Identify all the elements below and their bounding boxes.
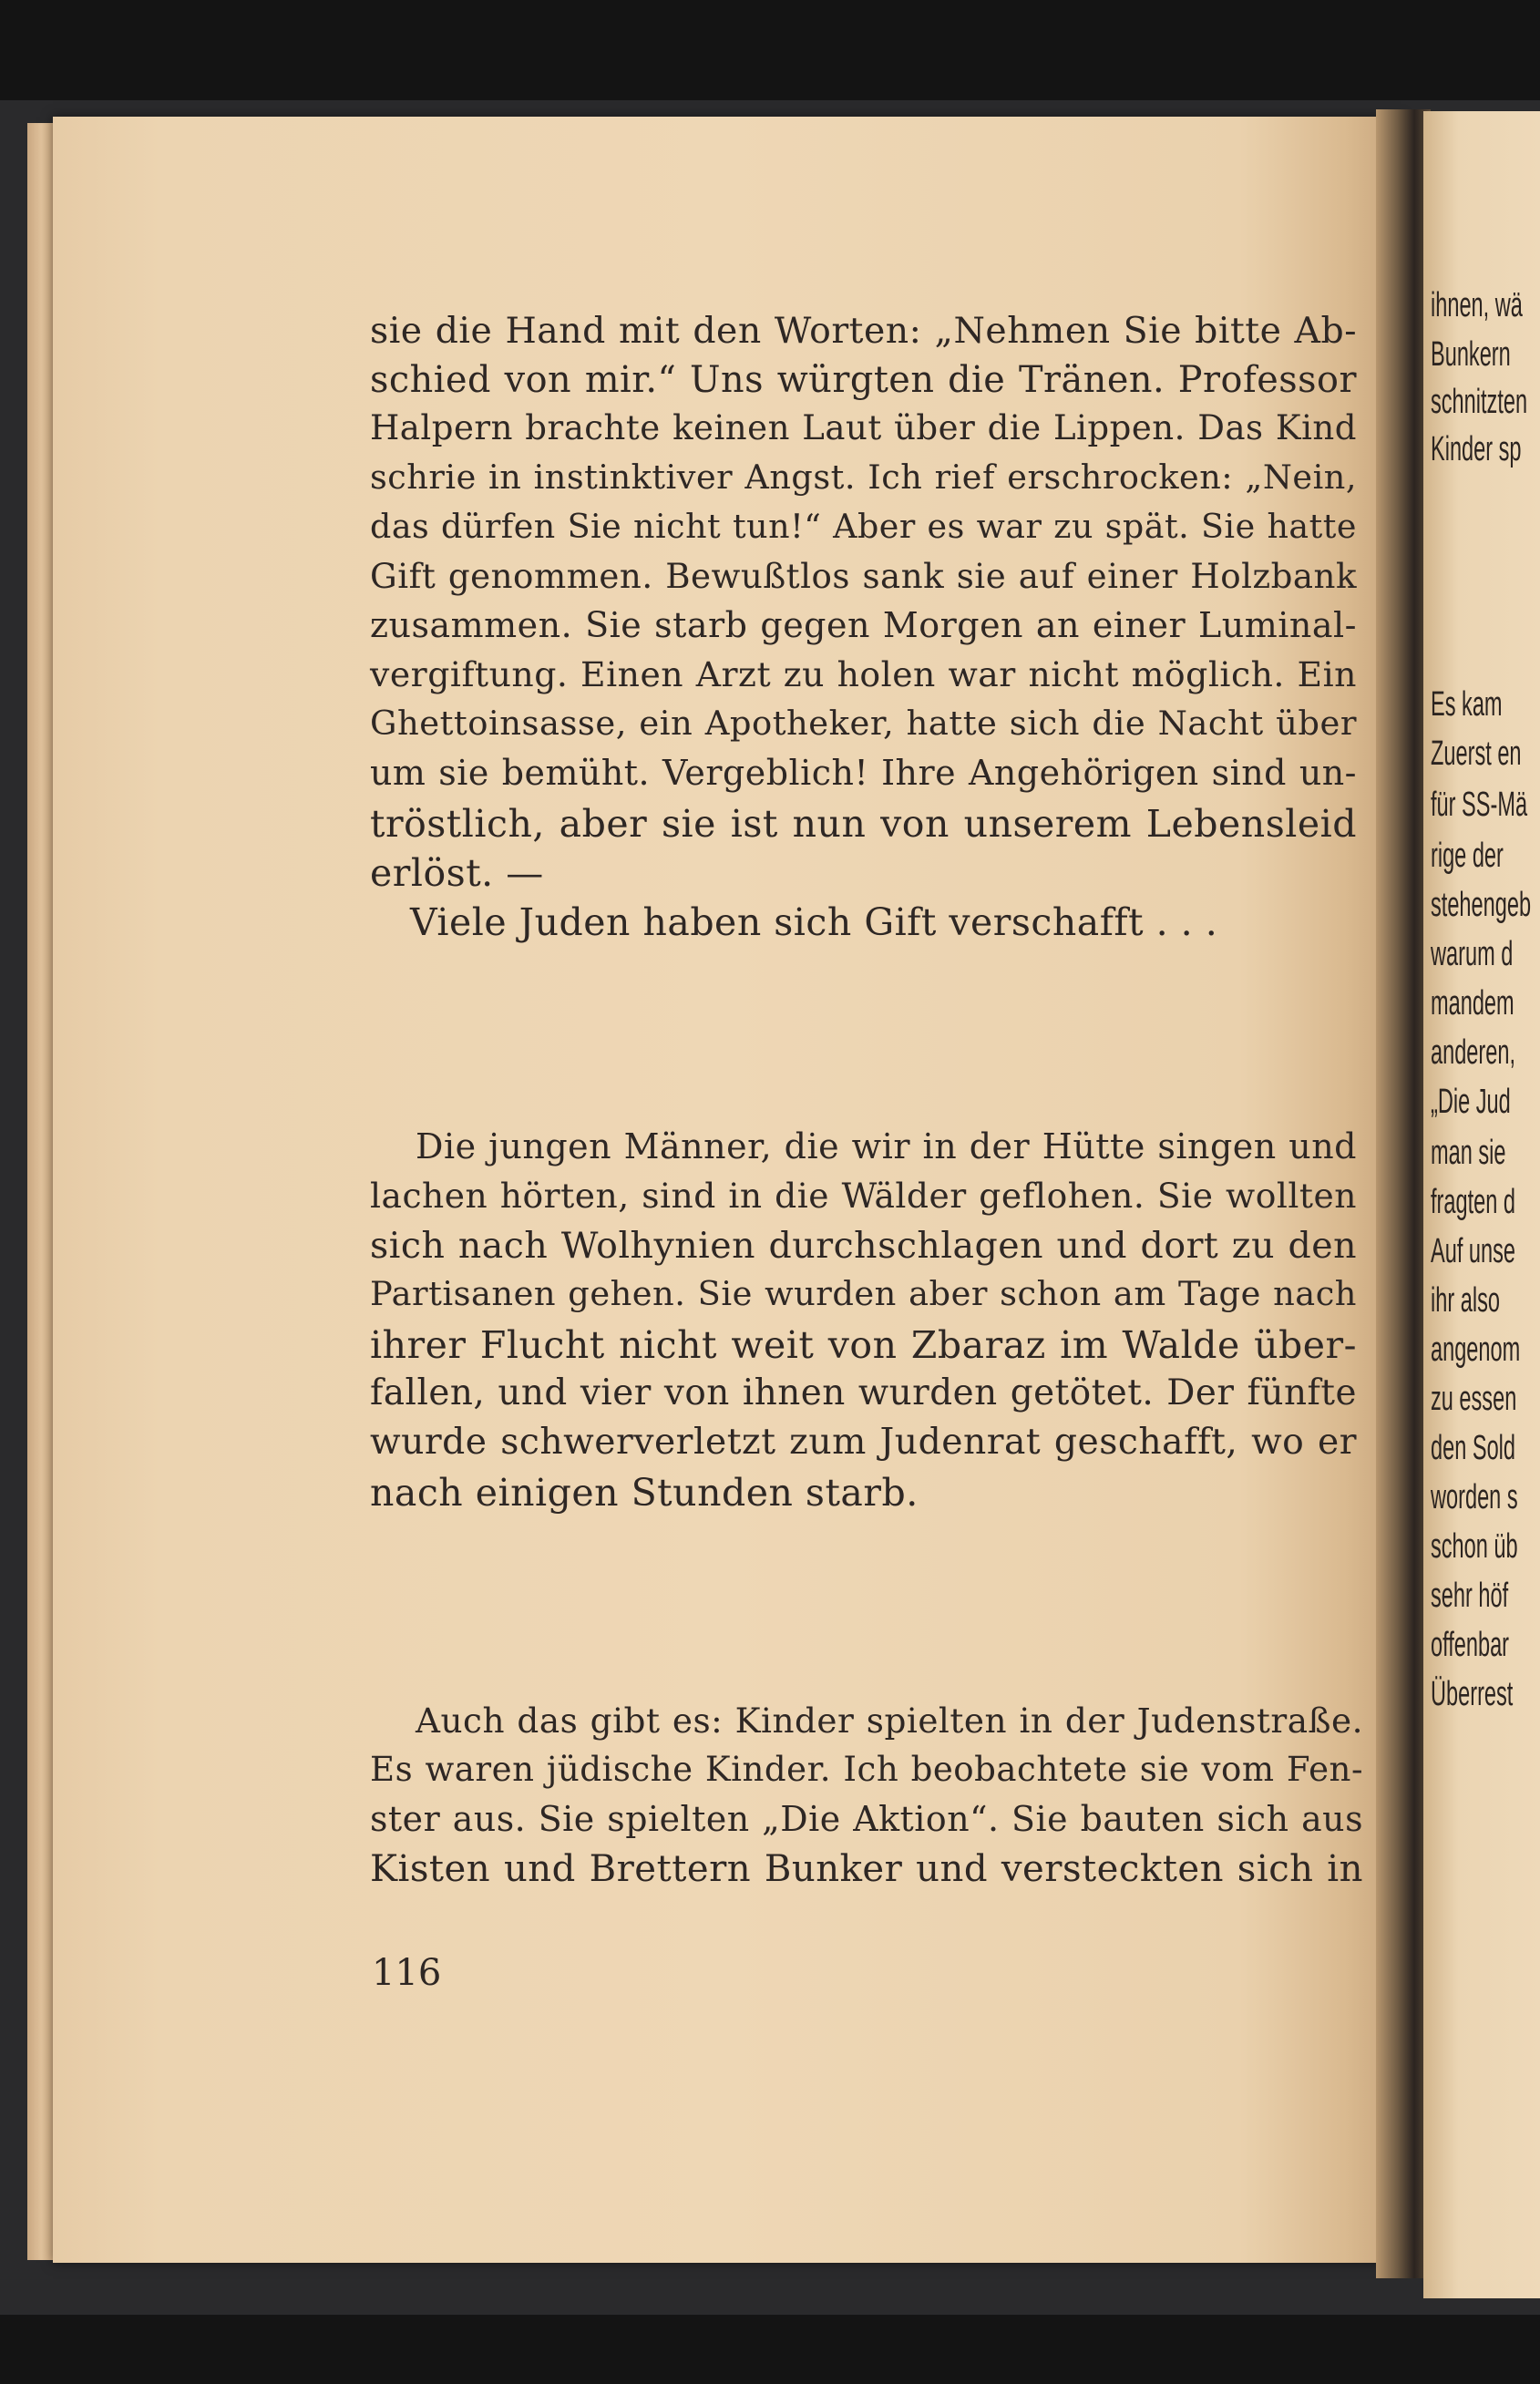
- facing-line: offenbar: [1431, 1626, 1510, 1664]
- text-line: ihrer Flucht nicht weit von Zbaraz im Walde über-: [370, 1323, 1357, 1367]
- text-line: Viele Juden haben sich Gift verschafft . . .: [410, 900, 1218, 944]
- facing-line: man sie: [1431, 1134, 1506, 1172]
- text-line: vergiftung. Einen Arzt zu holen war nicht möglich. Ein: [370, 654, 1357, 694]
- text-line: ster aus. Sie spielten „Die Aktion“. Sie bauten sich aus: [370, 1799, 1363, 1839]
- facing-line: „Die Jud: [1431, 1083, 1511, 1121]
- facing-line: mandem: [1431, 984, 1514, 1022]
- facing-line: ihnen, wä: [1431, 286, 1523, 324]
- text-line: fallen, und vier von ihnen wurden getötet. Der fünfte: [370, 1372, 1357, 1413]
- text-line: Ghettoinsasse, ein Apotheker, hatte sich die Nacht über: [370, 704, 1357, 743]
- text-line: Halpern brachte keinen Laut über die Lippen. Das Kind: [370, 408, 1357, 447]
- text-line: das dürfen Sie nicht tun!“ Aber es war zu spät. Sie hatte: [370, 507, 1357, 546]
- text-line: Auch das gibt es: Kinder spielten in der Judenstraße.: [416, 1701, 1363, 1741]
- text-line: zusammen. Sie starb gegen Morgen an einer Luminal-: [370, 605, 1357, 645]
- facing-page: [1423, 111, 1540, 2298]
- text-line: sie die Hand mit den Worten: „Nehmen Sie bitte Ab-: [370, 310, 1357, 352]
- text-line: erlöst. —: [370, 851, 544, 895]
- facing-line: ihr also: [1431, 1281, 1500, 1320]
- text-line: Partisanen gehen. Sie wurden aber schon am Tage nach: [370, 1274, 1357, 1313]
- facing-line: fragten d: [1431, 1183, 1515, 1221]
- facing-line: stehengeb: [1431, 886, 1532, 924]
- text-line: schrie in instinktiver Angst. Ich rief erschrocken: „Nein,: [370, 457, 1357, 497]
- facing-line: für SS-Mä: [1431, 786, 1528, 824]
- text-line: nach einigen Stunden starb.: [370, 1471, 919, 1515]
- facing-line: Bunkern: [1431, 335, 1511, 374]
- text-line: lachen hörten, sind in die Wälder geflohen. Sie wollten: [370, 1176, 1357, 1216]
- facing-line: den Sold: [1431, 1429, 1516, 1467]
- page-number: 116: [372, 1952, 442, 1994]
- text-line: Die jungen Männer, die wir in der Hütte singen und: [416, 1126, 1357, 1166]
- text-line: tröstlich, aber sie ist nun von unserem Lebensleid: [370, 802, 1357, 846]
- text-line: schied von mir.“ Uns würgten die Tränen. Professor: [370, 359, 1357, 401]
- text-line: Gift genommen. Bewußtlos sank sie auf einer Holzbank: [370, 556, 1357, 596]
- facing-line: schon üb: [1431, 1527, 1518, 1566]
- text-line: wurde schwerverletzt zum Judenrat geschafft, wo er: [370, 1422, 1357, 1463]
- facing-line: Es kam: [1431, 685, 1503, 724]
- text-line: sich nach Wolhynien durchschlagen und dort zu den: [370, 1225, 1357, 1267]
- facing-line: anderen,: [1431, 1033, 1516, 1072]
- facing-line: Zuerst en: [1431, 735, 1522, 773]
- facing-line: angenom: [1431, 1331, 1521, 1369]
- facing-line: warum d: [1431, 935, 1514, 973]
- facing-line: zu essen: [1431, 1380, 1517, 1418]
- facing-line: rige der: [1431, 837, 1504, 875]
- facing-line: Auf unse: [1431, 1232, 1515, 1270]
- text-line: Kisten und Brettern Bunker und versteckten sich in: [370, 1848, 1363, 1890]
- facing-line: worden s: [1431, 1478, 1518, 1516]
- facing-line: Überrest: [1431, 1675, 1514, 1713]
- facing-line: schnitzten: [1431, 383, 1528, 421]
- text-line: um sie bemüht. Vergeblich! Ihre Angehörigen sind un-: [370, 753, 1357, 793]
- facing-line: Kinder sp: [1431, 430, 1522, 468]
- facing-line: sehr höf: [1431, 1577, 1509, 1615]
- book-gutter: [1376, 109, 1431, 2278]
- text-line: Es waren jüdische Kinder. Ich beobachtete sie vom Fen-: [370, 1750, 1363, 1789]
